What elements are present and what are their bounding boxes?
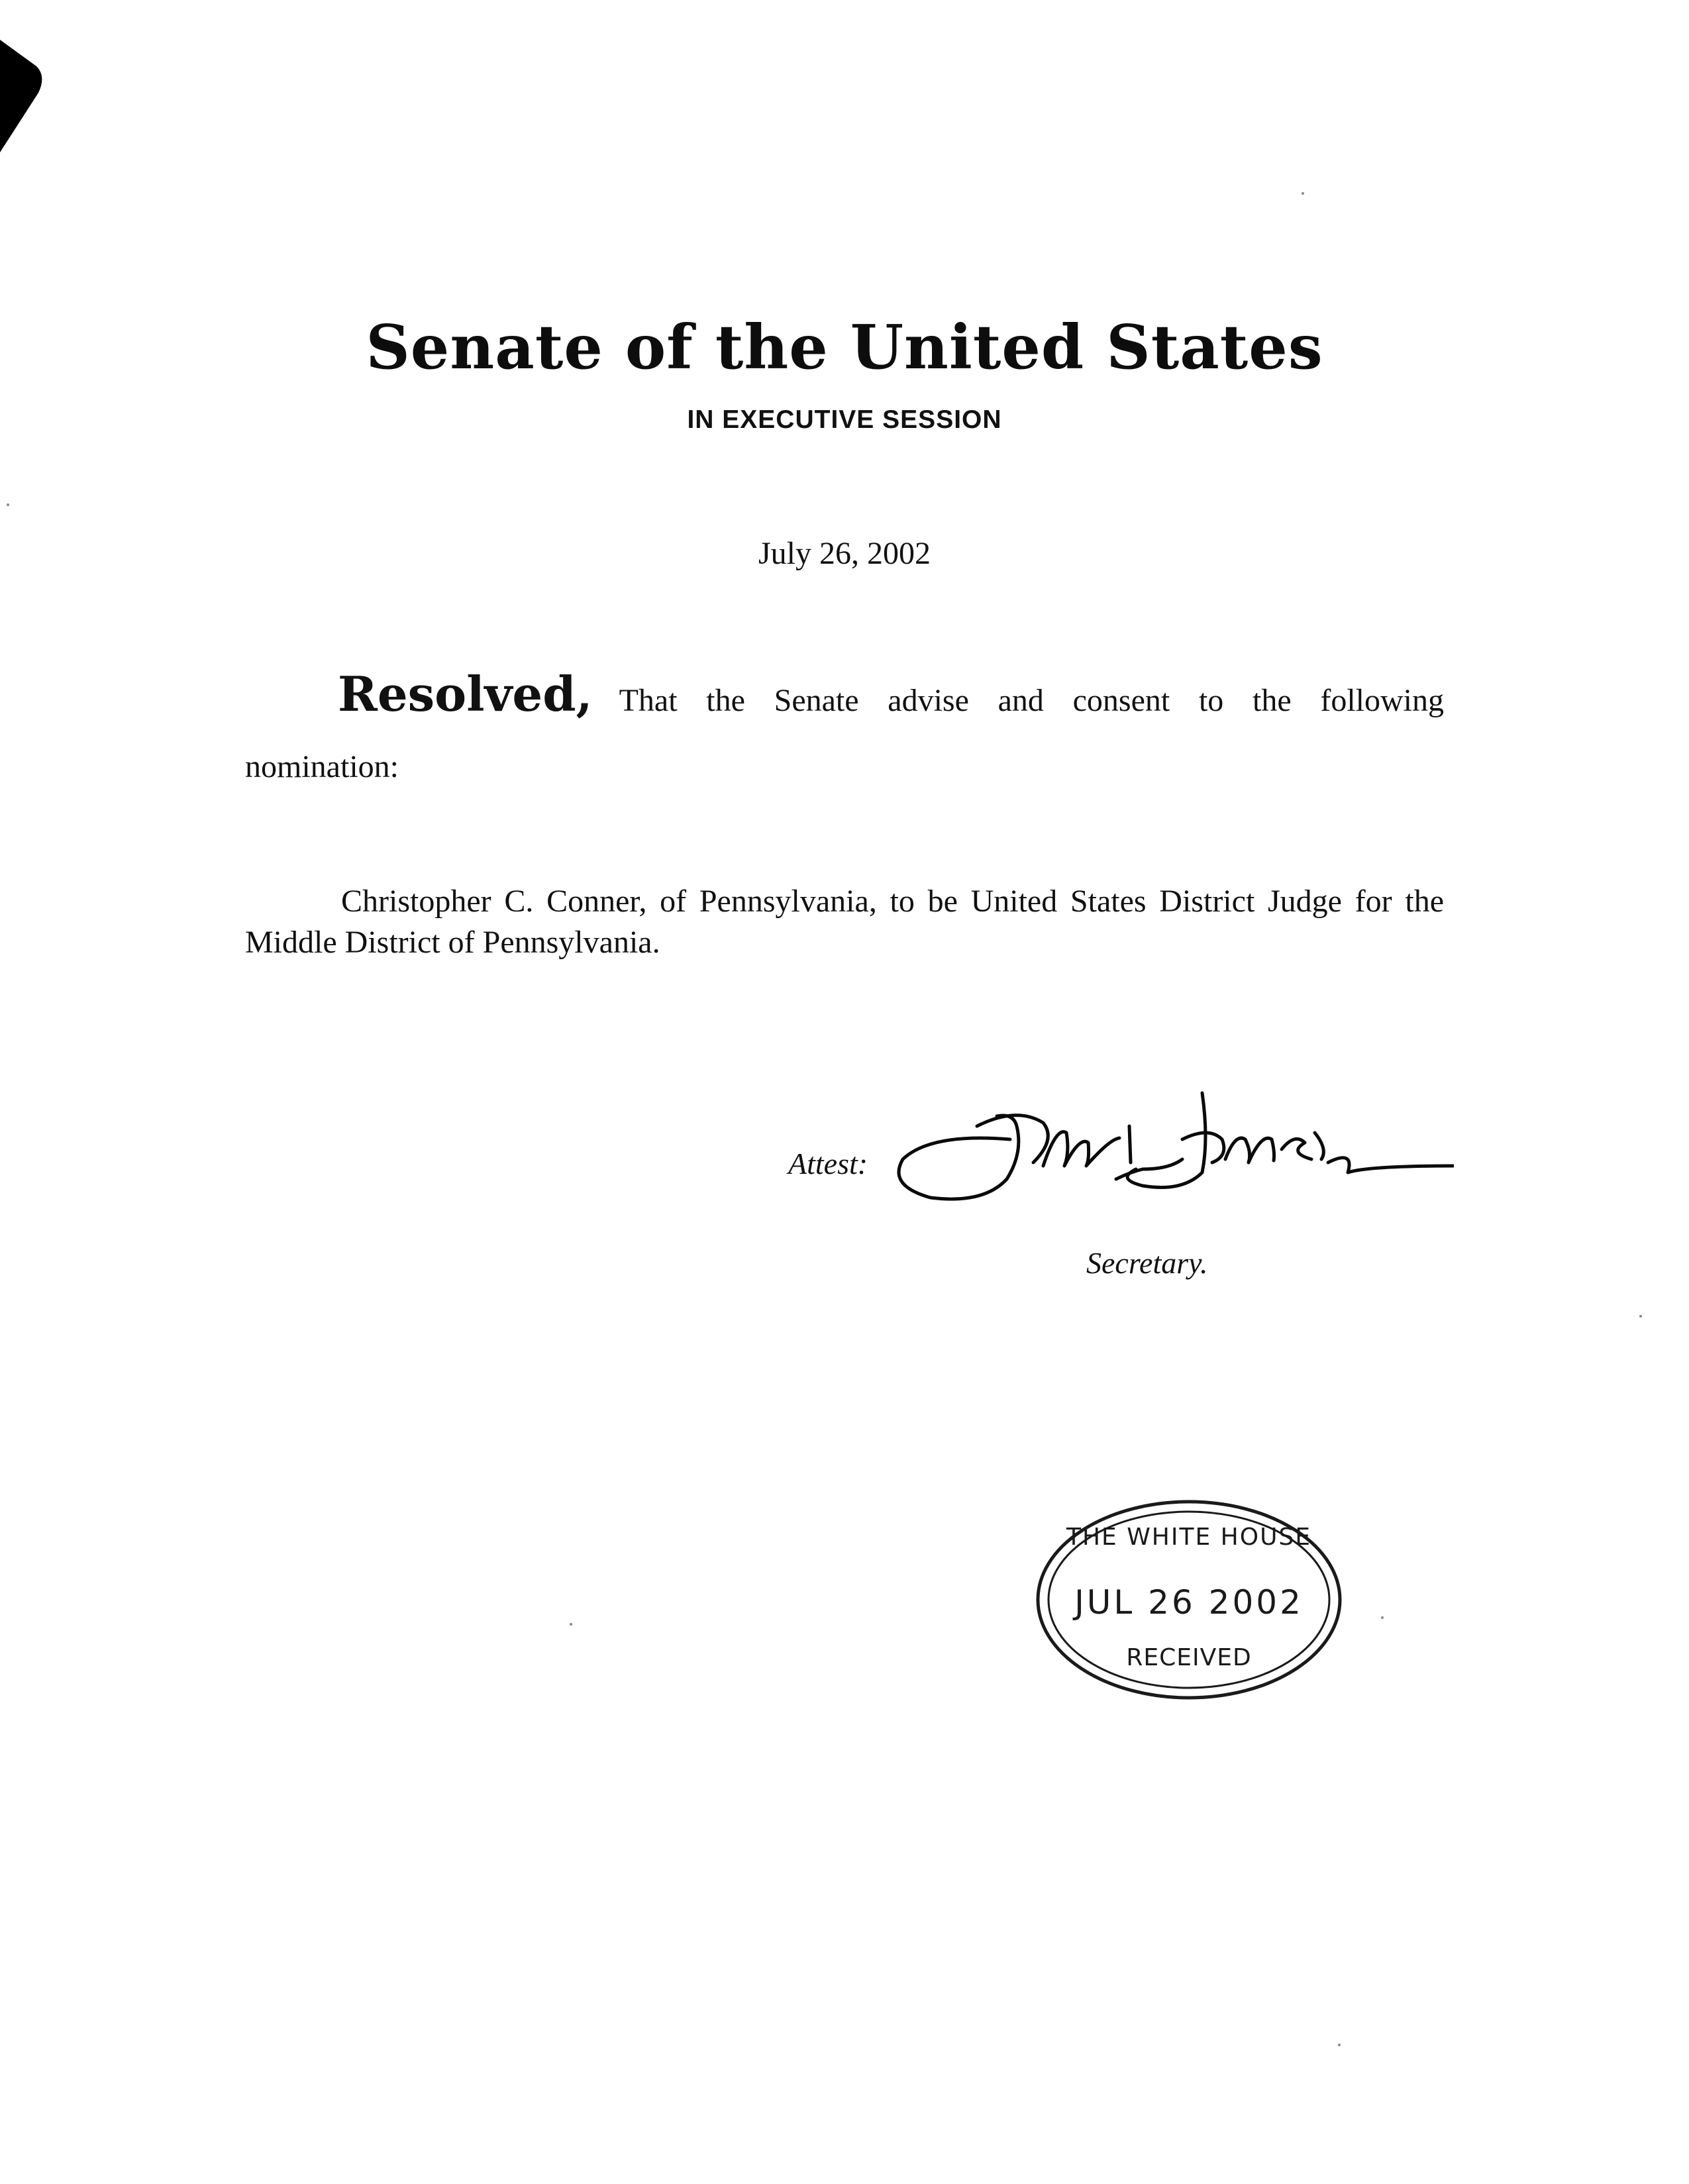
nominee-paragraph: Christopher C. Conner, of Pennsylvania, to be United States District Judge for the Middle District of Pennsylvania. (245, 884, 1444, 960)
binding-mark (0, 40, 46, 159)
scan-speck (1639, 1315, 1642, 1318)
resolved-text: That the Senate advise and consent to the following (619, 683, 1444, 718)
white-house-received-stamp (1033, 1497, 1345, 1702)
senate-title: Senate of the United States (366, 311, 1323, 383)
resolved-line (245, 666, 1444, 722)
stamp-date: JUL 26 2002 (1074, 1583, 1304, 1622)
secretary-signature (891, 1086, 1454, 1239)
nomination-label: nomination: (245, 749, 399, 784)
scan-speck (7, 503, 9, 506)
scan-speck (1302, 192, 1304, 195)
stamp-bottom-text: RECEIVED (1126, 1644, 1252, 1671)
document-date: July 26, 2002 (758, 536, 931, 571)
stamp-top-text: THE WHITE HOUSE (1066, 1524, 1312, 1551)
attest-label: Attest: (788, 1147, 868, 1180)
secretary-title: Secretary. (1086, 1246, 1208, 1280)
scan-speck (1381, 1616, 1384, 1619)
scan-speck (570, 1623, 572, 1626)
session-subtitle: IN EXECUTIVE SESSION (687, 405, 1002, 434)
resolved-word: Resolved, (338, 666, 593, 722)
scan-speck (1338, 2044, 1341, 2046)
